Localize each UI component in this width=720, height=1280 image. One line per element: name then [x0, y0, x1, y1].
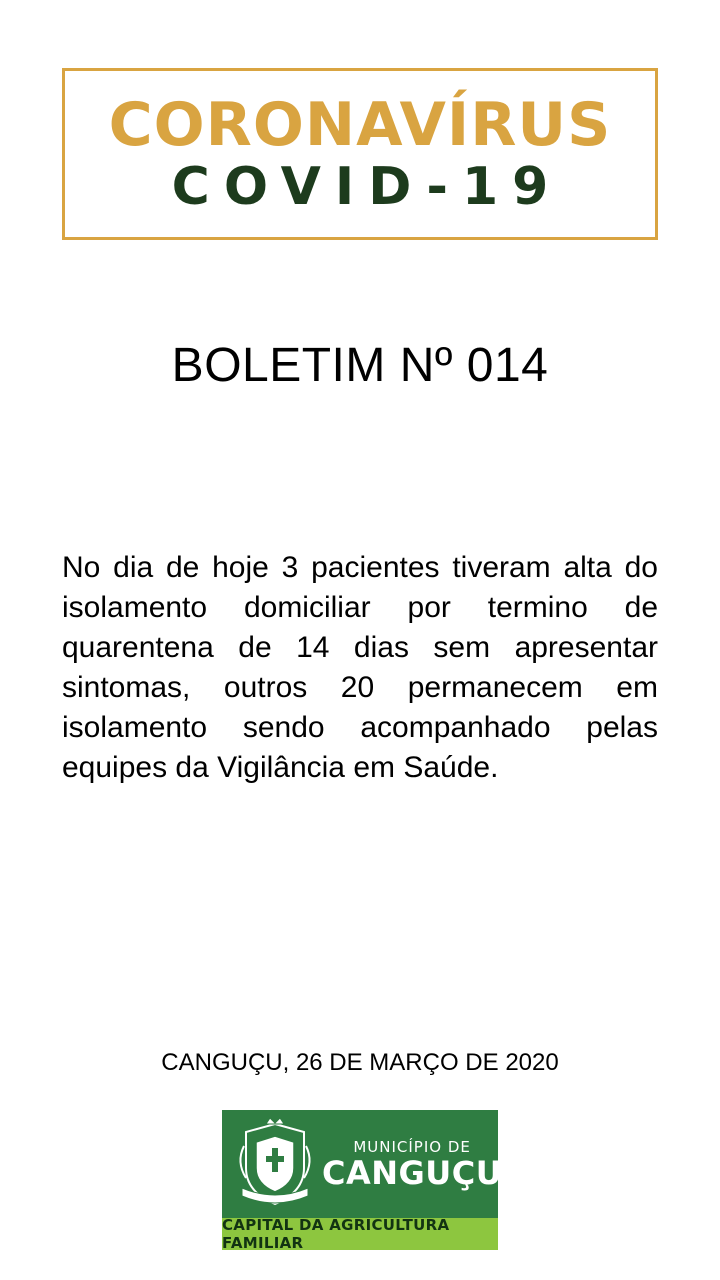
municipality-logo: [222, 1110, 503, 1252]
banner-line-covid19: COVID-19: [171, 157, 563, 217]
municipality-logo-tagline-bar: [222, 1218, 498, 1250]
page-title: BOLETIM Nº 014: [171, 339, 549, 392]
coat-of-arms-icon: [232, 1118, 318, 1210]
footer-location-date: CANGUÇU, 26 DE MARÇO DE 2020: [161, 1049, 559, 1076]
municipality-tagline: CAPITAL DA AGRICULTURA FAMILIAR: [222, 1216, 450, 1252]
municipality-prefix: MUNICÍPIO DE: [353, 1137, 471, 1156]
covid-banner: [62, 68, 658, 240]
municipality-name: CANGUÇU: [322, 1153, 503, 1192]
municipality-wordmark: [318, 1137, 503, 1192]
municipality-logo-top: [222, 1110, 503, 1218]
bulletin-body-text: No dia de hoje 3 pacientes tiveram alta do isolamento domiciliar por termino de quarentena de 14 dias sem apresentar sintomas, outros 20 permanecem em isolamento sendo acompanhado pelas equipes da Vigilância em Saúde.: [62, 551, 658, 784]
banner-line-coronavirus: CORONAVÍRUS: [108, 90, 612, 160]
